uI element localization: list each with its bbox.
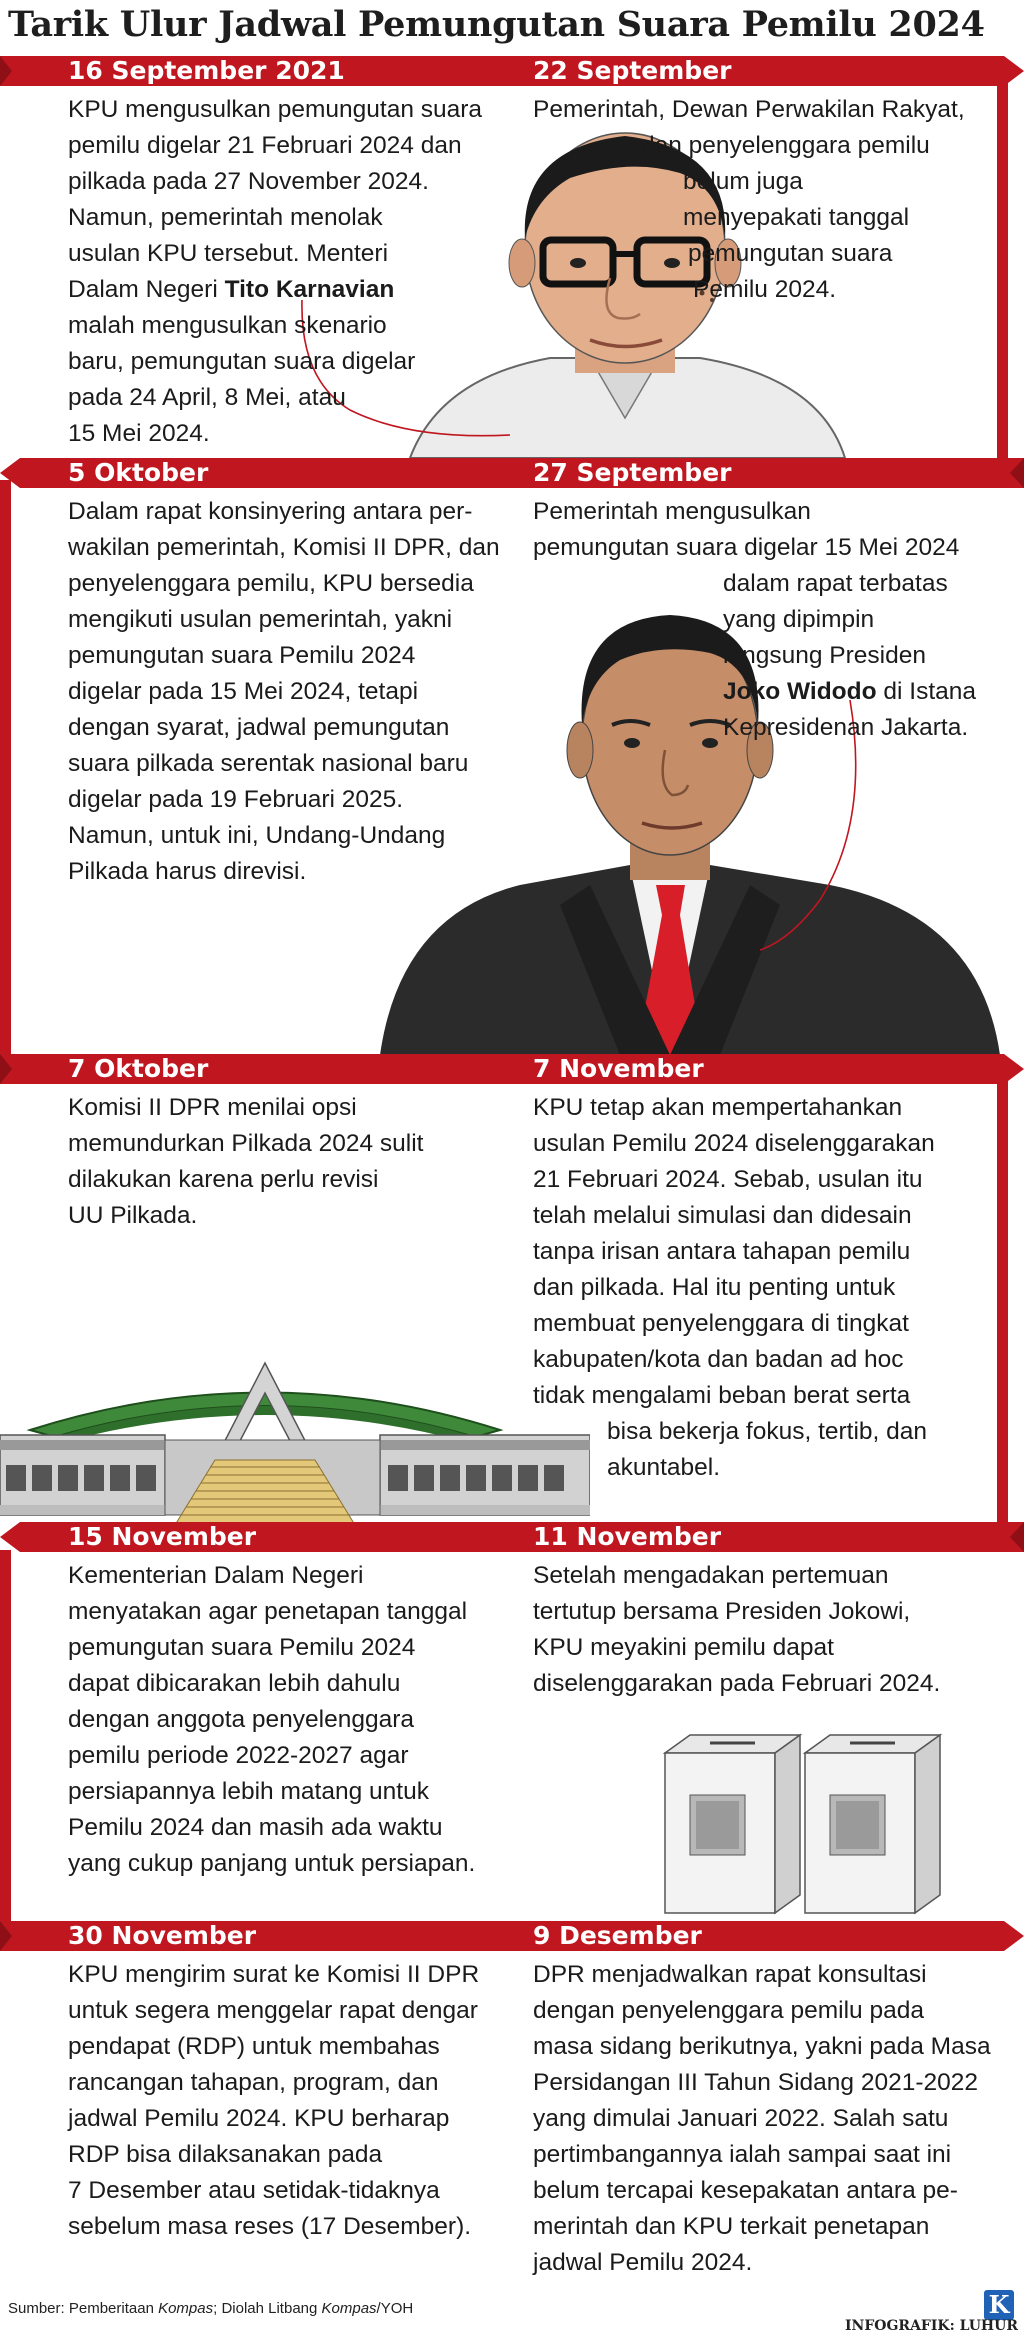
date-label: 7 Oktober	[68, 1054, 209, 1083]
event-text-11-november: Setelah mengadakan pertemuan tertutup bersama Presiden Jokowi, KPU meyakini pemilu dapat diselenggarakan pada Februari 2024.	[533, 1562, 941, 1697]
bold-name-tito: Tito Karnavian	[224, 276, 395, 303]
event-text-7-november: KPU tetap akan mempertahankan usulan Pemilu 2024 diselenggarakan 21 Februari 2024. Sebab, usulan itu telah melalui simulasi dan didesain tanpa irisan antara tahapan pemilu dan pilkada. Hal itu penting untuk membuat penyelenggara di tingkat kabupaten/kota dan badan ad hoc tidak mengalami beban berat serta bisa bekerja fokus, tertib, dan akuntabel.	[533, 1094, 935, 1481]
date-label: 15 November	[68, 1522, 257, 1551]
event-text-5-oktober: Dalam rapat konsinyering antara per- wakilan pemerintah, Komisi II DPR, dan penyelenggara pemilu, KPU bersedia mengikuti usulan pemerintah, yakni pemungutan suara Pemilu 2024 digelar pada 15 Mei 2024, tetapi dengan syarat, jadwal pemungutan suara pilkada serentak nasional baru digelar pada 19 Februari 2025. Namun, untuk ini, Undang-Undang Pilkada harus direvisi.	[68, 498, 500, 885]
event-text-9-desember: DPR menjadwalkan rapat konsultasi dengan penyelenggara pemilu pada masa sidang berikutnya, yakni pada Masa Persidangan III Tahun Sidang 2021-2022 yang dimulai Januari 2022. Salah satu pertimbangannya ialah sampai saat ini belum tercapai kesepakatan antara pe- merintah dan KPU terkait penetapan jadwal Pemilu 2024.	[533, 1961, 991, 2276]
date-label: 16 September 2021	[68, 56, 345, 85]
date-label: 27 September	[533, 458, 732, 487]
date-label: 5 Oktober	[68, 458, 209, 487]
event-text-27-september: Pemerintah mengusulkan pemungutan suara digelar 15 Mei 2024 dalam rapat terbatas yang dipimpin langsung Presiden Joko Widodo di Istana Kepresidenan Jakarta.	[533, 498, 977, 741]
event-text-22-september: Pemerintah, Dewan Perwakilan Rakyat, dan penyelenggara pemilu belum juga menyepakati tanggal pemungutan suara Pemilu 2024.	[533, 96, 965, 303]
event-text-15-november: Kementerian Dalam Negeri menyatakan agar penetapan tanggal pemungutan suara Pemilu 2024 dapat dibicarakan lebih dahulu dengan anggota penyelenggara pemilu periode 2022-2027 agar persiapannya lebih matang untuk Pemilu 2024 dan masih ada waktu yang cukup panjang untuk persiapan.	[68, 1562, 476, 1877]
date-label: 9 Desember	[533, 1921, 702, 1950]
infographic-credit: INFOGRAFIK: LUHUR	[845, 2318, 1018, 2334]
timeline-connector-left-4	[0, 1550, 11, 1930]
bold-name-jokowi: Joko Widodo	[723, 678, 877, 705]
date-label: 7 November	[533, 1054, 704, 1083]
ballot-boxes-illustration	[660, 1725, 960, 1925]
event-text-16-september-2021: KPU mengusulkan pemungutan suara pemilu digelar 21 Februari 2024 dan pilkada pada 27 November 2024. Namun, pemerintah menolak usulan KPU tersebut. Menteri Dalam Negeri Tito Karnavian malah mengusulkan skenario baru, pemungutan suara digelar pada 24 April, 8 Mei, atau 15 Mei 2024.	[68, 96, 483, 447]
dpr-building-illustration	[0, 1325, 590, 1530]
date-label: 11 November	[533, 1522, 722, 1551]
source-note: Sumber: Pemberitaan Kompas; Diolah Litbang Kompas/YOH	[8, 2300, 414, 2317]
event-text-7-oktober: Komisi II DPR menilai opsi memundurkan Pilkada 2024 sulit dilakukan karena perlu revisi UU Pilkada.	[68, 1094, 424, 1229]
event-text-30-november: KPU mengirim surat ke Komisi II DPR untuk segera menggelar rapat dengar pendapat (RDP) untuk membahas rancangan tahapan, program, dan jadwal Pemilu 2024. KPU berharap RDP bisa dilaksanakan pada 7 Desember atau setidak-tidaknya sebelum masa reses (17 Desember).	[68, 1961, 480, 2240]
timeline-connector-left-2	[0, 480, 11, 1060]
date-label: 30 November	[68, 1921, 257, 1950]
kompas-logo: K	[984, 2290, 1014, 2320]
page-title: Tarik Ulur Jadwal Pemungutan Suara Pemilu 2024	[8, 4, 985, 45]
date-label: 22 September	[533, 56, 732, 85]
